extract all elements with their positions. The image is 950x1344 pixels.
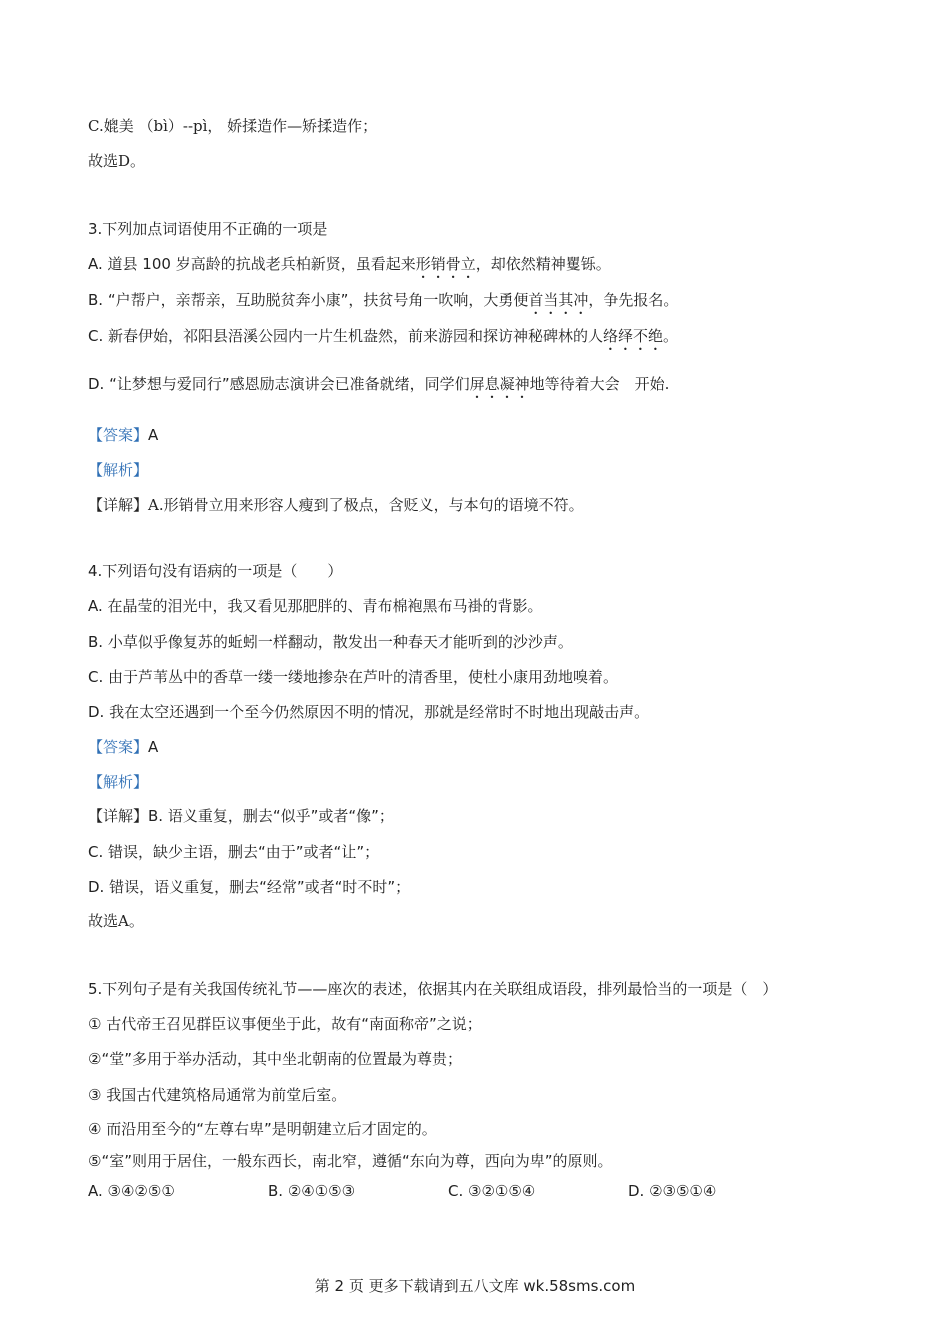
analysis-tag: 【解析】	[88, 461, 149, 479]
prev-answer-line: C.媲美 （bì）--pì， 娇揉造作—矫揉造作；	[88, 117, 378, 135]
q3-b-emph: 首当其冲	[528, 291, 589, 309]
q3-b-tail: ，争先报名。	[588, 291, 679, 309]
q3-option-d	[88, 374, 669, 402]
q4-detail-2: C. 错误，缺少主语，删去“由于”或者“让”；	[88, 843, 380, 861]
q3-c-tail: 。	[663, 327, 679, 345]
q3-d-text: D. “让梦想与爱同行”感恩励志演讲会已准备就绪，同学们	[88, 375, 470, 393]
q4-detail-4: 故选A。	[88, 912, 144, 930]
q3-c-text: C. 新春伊始，祁阳县浯溪公园内一片生机盎然，前来游园和探访神秘碑林的人	[88, 327, 604, 345]
q3-a-emph: 形销骨立	[415, 255, 476, 273]
q3-analysis-tag	[88, 460, 148, 480]
answer-tag: 【答案】	[88, 426, 149, 444]
q5-sentence-1: ① 古代帝王召见群臣议事便坐于此，故有“南面称帝”之说；	[88, 1015, 482, 1033]
q5-choices	[88, 1182, 808, 1200]
q4-detail-3: D. 错误，语义重复，删去“经常”或者“时不时”；	[88, 878, 411, 896]
q4-option-b: B. 小草似乎像复苏的蚯蚓一样翻动，散发出一种春天才能听到的沙沙声。	[88, 633, 573, 651]
q5-choice-c: C. ③②①⑤④	[448, 1182, 536, 1200]
page-footer: 第 2 页 更多下载请到五八文库 wk.58sms.com	[314, 1277, 636, 1295]
q3-option-a	[88, 254, 611, 282]
q3-answer	[88, 425, 158, 445]
q3-a-tail: ，却依然精神矍铄。	[475, 255, 611, 273]
q4-option-c: C. 由于芦苇丛中的香草一缕一缕地掺杂在芦叶的清香里，使杜小康用劲地嗅着。	[88, 668, 619, 686]
q3-option-c	[88, 326, 678, 354]
q4-detail-1: 【详解】B. 语义重复，删去“似乎”或者“像”；	[88, 807, 394, 825]
prev-answer-choice: 故选D。	[88, 152, 146, 170]
answer-value: A	[148, 426, 159, 444]
q5-sentence-5: ⑤“室”则用于居住，一般东西长，南北窄，遵循“东向为尊，西向为卑”的原则。	[88, 1152, 613, 1170]
q3-c-emph: 络绎不绝	[603, 327, 664, 345]
q4-option-a: A. 在晶莹的泪光中，我又看见那肥胖的、青布棉袍黑布马褂的背影。	[88, 597, 543, 615]
q5-sentence-2: ②“堂”多用于举办活动，其中坐北朝南的位置最为尊贵；	[88, 1050, 462, 1068]
answer-tag: 【答案】	[88, 738, 149, 756]
q3-d-tail: 地等待着大会 开始.	[529, 375, 670, 393]
q3-stem: 3.下列加点词语使用不正确的一项是	[88, 220, 328, 238]
q5-stem: 5.下列句子是有关我国传统礼节——座次的表述，依据其内在关联组成语段，排列最恰当的一项是（ ）	[88, 980, 778, 998]
answer-value: A	[148, 738, 159, 756]
q5-choice-a: A. ③④②⑤①	[88, 1182, 175, 1200]
analysis-tag: 【解析】	[88, 773, 149, 791]
q3-a-text: A. 道县 100 岁高龄的抗战老兵柏新贤，虽看起来	[88, 255, 416, 273]
q4-option-d: D. 我在太空还遇到一个至今仍然原因不明的情况，那就是经常时不时地出现敲击声。	[88, 703, 650, 721]
q3-option-b	[88, 290, 678, 318]
q4-stem: 4.下列语句没有语病的一项是（ ）	[88, 562, 343, 580]
q5-sentence-3: ③ 我国古代建筑格局通常为前堂后室。	[88, 1086, 347, 1104]
q4-answer	[88, 737, 158, 757]
q5-choice-d: D. ②③⑤①④	[628, 1182, 717, 1200]
q3-b-text: B. “户帮户，亲帮亲，互助脱贫奔小康”，扶贫号角一吹响，大勇便	[88, 291, 529, 309]
q3-detail: 【详解】A.形销骨立用来形容人瘦到了极点，含贬义，与本句的语境不符。	[88, 496, 584, 514]
q3-d-emph: 屏息凝神	[469, 375, 530, 393]
q4-analysis-tag	[88, 772, 148, 792]
q5-sentence-4: ④ 而沿用至今的“左尊右卑”是明朝建立后才固定的。	[88, 1120, 437, 1138]
q5-choice-b: B. ②④①⑤③	[268, 1182, 356, 1200]
